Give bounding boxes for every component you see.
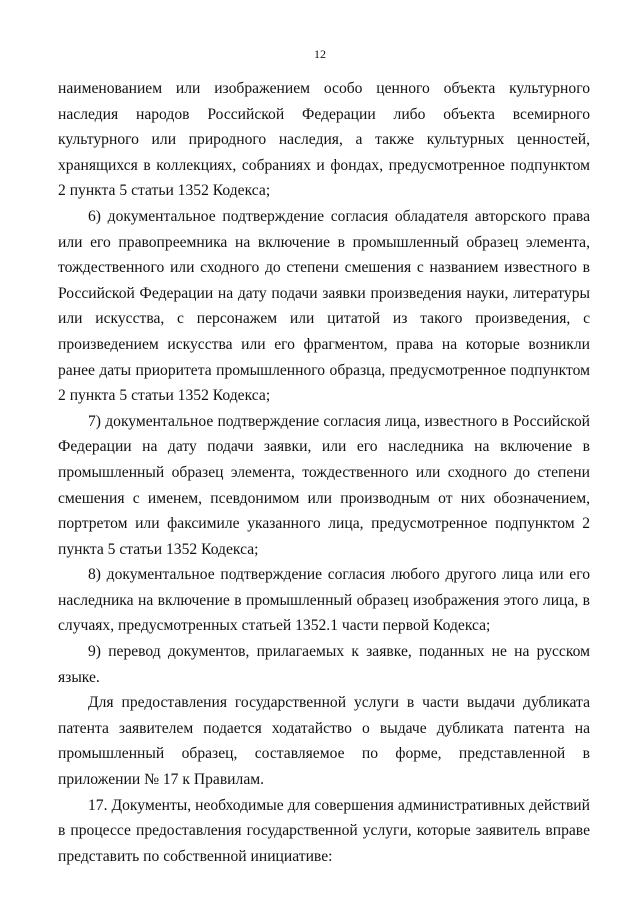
paragraph-item-6: 6) документальное подтверждение согласия обладателя авторского права или его правопреемника на включение в промышленный образец элемента, тождественного или сходного до степени смешения с названием известного в Российской Федерации на дату подачи заявки произведения науки, литературы или искусства, с персонажем или цитатой из такого произведения, с произведением искусства или его фрагментом, права на которые возникли ранее даты приоритета промышленного образца, предусмотренное подпунктом 2 пункта 5 статьи 1352 Кодекса; — [58, 207, 590, 405]
page-number: 12 — [314, 47, 326, 61]
paragraph-duplicate-patent: Для предоставления государственной услуги в части выдачи дубликата патента заявителем подается ходатайство о выдаче дубликата патента на промышленный образец, составляемое по форме, представленной в приложении № 17 к Правилам. — [58, 694, 590, 789]
paragraph-section-17: 17. Документы, необходимые для совершения административных действий в процессе предоставления государственной услуги, которые заявитель вправе представить по собственной инициативе: — [58, 796, 590, 865]
paragraph-item-8: 8) документальное подтверждение согласия любого другого лица или его наследника на включение в промышленный образец изображения этого лица, в случаях, предусмотренных статьей 1352.1 части первой Кодекса; — [58, 566, 590, 635]
paragraph-item-7: 7) документальное подтверждение согласия лица, известного в Российской Федерации на дату подачи заявки, или его наследника на включение в промышленный образец элемента, тождественного или сходного до степени смешения с именем, псевдонимом или производным от них обозначением, портретом или факсимиле указанного лица, предусмотренное подпунктом 2 пункта 5 статьи 1352 Кодекса; — [58, 412, 590, 558]
paragraph-item-9: 9) перевод документов, прилагаемых к заявке, поданных не на русском языке. — [58, 643, 590, 686]
document-body — [58, 76, 590, 869]
paragraph-continuation: наименованием или изображением особо ценного объекта культурного наследия народов Российской Федерации либо объекта всемирного культурного или природного наследия, а также культурных ценностей, хранящихся в коллекциях, собраниях и фондах, предусмотренное подпунктом 2 пункта 5 статьи 1352 Кодекса; — [58, 80, 590, 200]
